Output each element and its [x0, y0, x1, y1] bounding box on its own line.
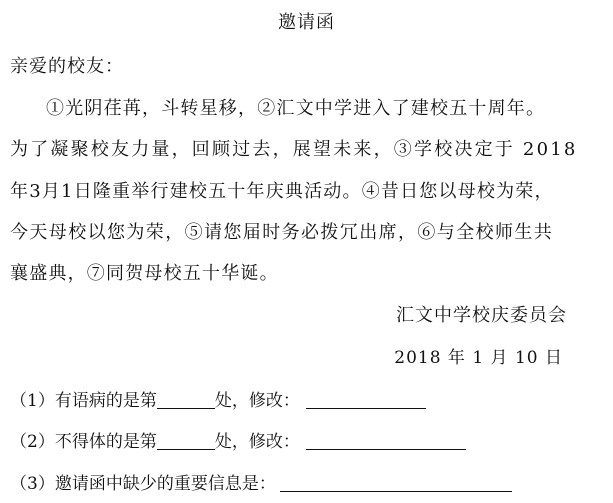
question-3 [10, 469, 512, 494]
date: 2018 年 1 月 10 日 [394, 348, 563, 368]
question-2-location-blank[interactable] [157, 431, 215, 450]
question-1-middle: 处，修改： [214, 391, 300, 411]
body-line-1: ①光阴荏苒，斗转星移，②汇文中学进入了建校五十周年。 [46, 98, 546, 119]
question-2-revision-blank[interactable] [306, 431, 466, 450]
question-1-location-blank[interactable] [157, 390, 215, 409]
signer: 汇文中学校庆委员会 [396, 305, 567, 326]
question-2 [10, 427, 466, 452]
question-1 [10, 386, 426, 411]
body-line-5: 襄盛典，⑦同贺母校五十华诞。 [10, 263, 279, 284]
question-3-answer-blank[interactable] [280, 473, 512, 492]
question-2-prefix: （2）不得体的是第 [10, 432, 157, 452]
question-3-prefix: （3）邀请函中缺少的重要信息是： [10, 474, 276, 494]
body-line-2: 为了凝聚校友力量，回顾过去，展望未来，③学校决定于 2018 [10, 139, 578, 160]
document-title: 邀请函 [278, 12, 335, 33]
greeting: 亲爱的校友： [10, 56, 124, 77]
question-1-prefix: （1）有语病的是第 [10, 391, 157, 411]
question-1-revision-blank[interactable] [306, 390, 426, 409]
question-2-middle: 处，修改： [214, 432, 300, 452]
body-line-3: 年3月1日隆重举行建校五十年庆典活动。④昔日您以母校为荣， [10, 181, 554, 202]
body-line-4: 今天母校以您为荣，⑤请您届时务必拨冗出席，⑥与全校师生共 [10, 222, 554, 243]
